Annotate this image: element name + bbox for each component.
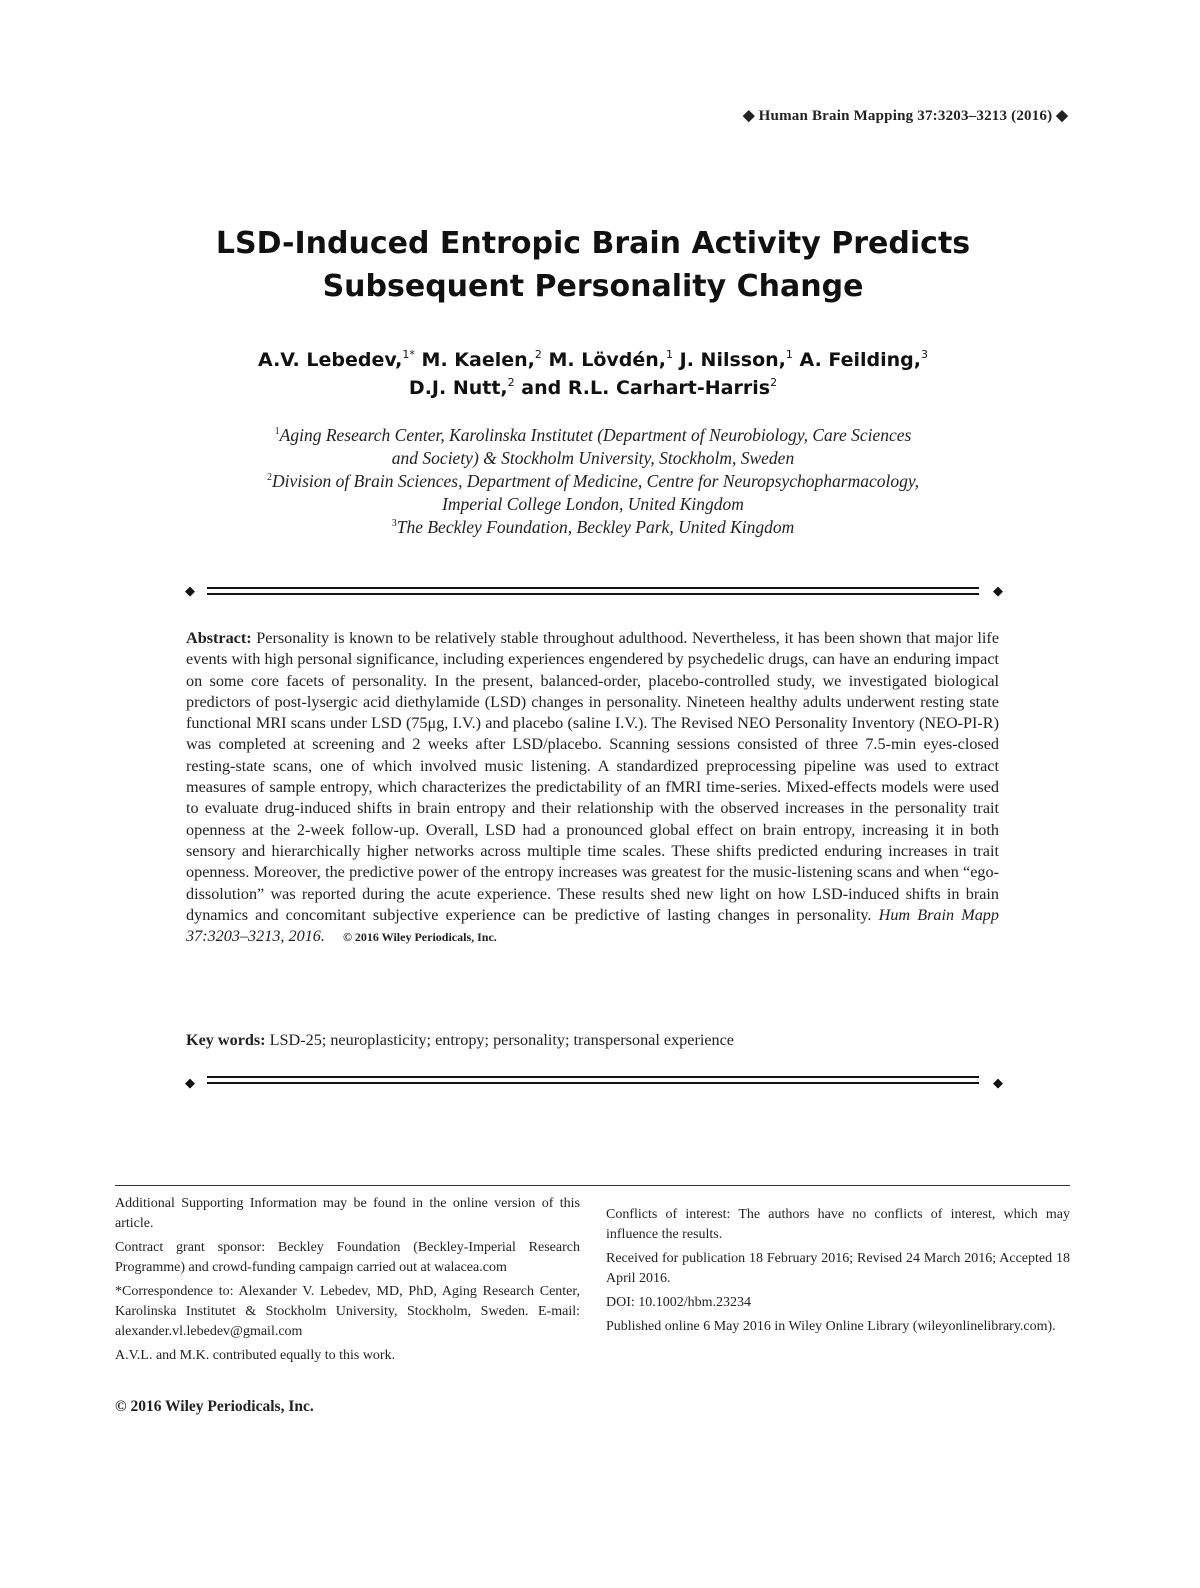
footnote-separator (115, 1185, 1070, 1186)
affiliation-2-line-1: $^2$Division of Brain Sciences, Department of Medicine, Centre for Neuropsychopharmacology, (266, 471, 920, 491)
abstract (186, 628, 999, 948)
footnote-supporting-info: Additional Supporting Information may be found in the online version of this article. (115, 1196, 580, 1231)
author-affiliation-mark: 1* (402, 348, 415, 361)
journal-header: ◆ Human Brain Mapping 37:3203–3213 (2016) ◆ (742, 108, 1068, 124)
footnote-received: Received for publication 18 February 2016; Revised 24 March 2016; Accepted 18 April 2016. (606, 1251, 1070, 1286)
diamond-icon: ◆ (185, 1075, 195, 1090)
diamond-icon: ◆ (185, 583, 195, 598)
author-affiliation-mark: 2 (770, 376, 778, 389)
keywords-label: Key words: (186, 1031, 266, 1049)
author-name: and R.L. Carhart-Harris (521, 377, 771, 399)
author-line-1 (0, 346, 1186, 374)
author-name: A. Feilding, (799, 349, 921, 371)
divider-line (207, 1082, 979, 1084)
footnote-doi: DOI: 10.1002/hbm.23234 (606, 1295, 752, 1310)
author-affiliation-mark: 2 (534, 348, 542, 361)
abstract-text: Personality is known to be relatively stable throughout adulthood. Nevertheless, it has been shown that major life events with high personal significance, including experiences engendered by psychedelic drugs, can have an enduring impact on some core facets of personality. In the present, balanced-order, placebo-controlled study, we investigated biological predictors of post-lysergic acid diethylamide (LSD) changes in personality. Nineteen healthy adults underwent resting state functional MRI scans under LSD (75μg, I.V.) and placebo (saline I.V.). The Revised NEO Personality Inventory (NEO-PI-R) was completed at screening and 2 weeks after LSD/placebo. Scanning sessions consisted of three 7.5-min eyes-closed resting-state scans, one of which involved music listening. A standardized preprocessing pipeline was used to extract measures of sample entropy, which characterizes the predictability of an fMRI time-series. Mixed-effects models were used to evaluate drug-induced shifts in brain entropy and their relationship with the observed increases in the personality trait openness at the 2-week follow-up. Overall, LSD had a pronounced global effect on brain entropy, increasing it in both sensory and hierarchically higher networks across multiple time scales. These shifts predicted enduring increases in trait openness. Moreover, the predictive power of the entropy increases was greatest for the music-listening scans and when “ego-dissolution” was reported during the acute experience. These results shed new light on how LSD-induced shifts in brain dynamics and concomitant subjective experience can be predictive of lasting changes in personality. (186, 629, 1000, 924)
affiliation-3-line-1: $^3$The Beckley Foundation, Beckley Park, United Kingdom (391, 517, 795, 537)
footnote-published: Published online 6 May 2016 in Wiley Online Library (wileyonlinelibrary.com). (606, 1319, 1056, 1334)
divider-line (207, 587, 979, 589)
footnote-grant-sponsor: Contract grant sponsor: Beckley Foundation (Beckley-Imperial Research Programme) and crowd-funding campaign carried out at walacea.com (115, 1240, 580, 1275)
affiliations (0, 424, 1186, 539)
affiliation-1-line-2: and Society) & Stockholm University, Stockholm, Sweden (391, 448, 795, 468)
diamond-icon: ◆ (993, 1075, 1003, 1090)
paper-title (0, 222, 1186, 308)
keywords-text: LSD-25; neuroplasticity; entropy; personality; transpersonal experience (269, 1031, 734, 1049)
footnote-contribution: A.V.L. and M.K. contributed equally to this work. (115, 1348, 396, 1363)
author-name: A.V. Lebedev, (258, 349, 403, 371)
author-list (0, 346, 1186, 402)
footnote-conflicts: Conflicts of interest: The authors have no conflicts of interest, which may influence the results. (606, 1207, 1070, 1242)
title-line-1: LSD-Induced Entropic Brain Activity Predicts (215, 226, 971, 261)
abstract-copyright: © 2016 Wiley Periodicals, Inc. (342, 930, 497, 945)
author-line-2 (0, 374, 1186, 402)
author-name: M. Lövdén, (548, 349, 667, 371)
footnotes-left (115, 1194, 580, 1370)
footnotes-right (606, 1205, 1070, 1341)
divider-line (207, 1076, 979, 1078)
abstract-label: Abstract: (186, 629, 252, 647)
author-name: D.J. Nutt, (408, 377, 508, 399)
author-affiliation-mark: 3 (920, 348, 928, 361)
keywords (186, 1030, 999, 1051)
diamond-icon: ◆ (993, 583, 1003, 598)
affiliation-2-line-2: Imperial College London, United Kingdom (442, 494, 744, 514)
author-affiliation-mark: 1 (785, 348, 793, 361)
author-affiliation-mark: 2 (507, 376, 515, 389)
title-line-2: Subsequent Personality Change (322, 269, 864, 304)
author-name: M. Kaelen, (421, 349, 535, 371)
abstract-citation: Hum Brain Mapp 37:3203–3213, 2016. (186, 905, 999, 946)
copyright-notice: © 2016 Wiley Periodicals, Inc. (115, 1398, 314, 1415)
author-name: J. Nilsson, (679, 349, 786, 371)
divider-line (207, 593, 979, 595)
affiliation-1-line-1: $^1$Aging Research Center, Karolinska Institutet (Department of Neurobiology, Care Sciences (274, 425, 912, 445)
footnote-correspondence: *Correspondence to: Alexander V. Lebedev, MD, PhD, Aging Research Center, Karolinska Institutet & Stockholm University, Stockholm, Sweden. E-mail: alexander.vl.lebedev@gmail.com (115, 1284, 580, 1339)
author-affiliation-mark: 1 (666, 348, 674, 361)
